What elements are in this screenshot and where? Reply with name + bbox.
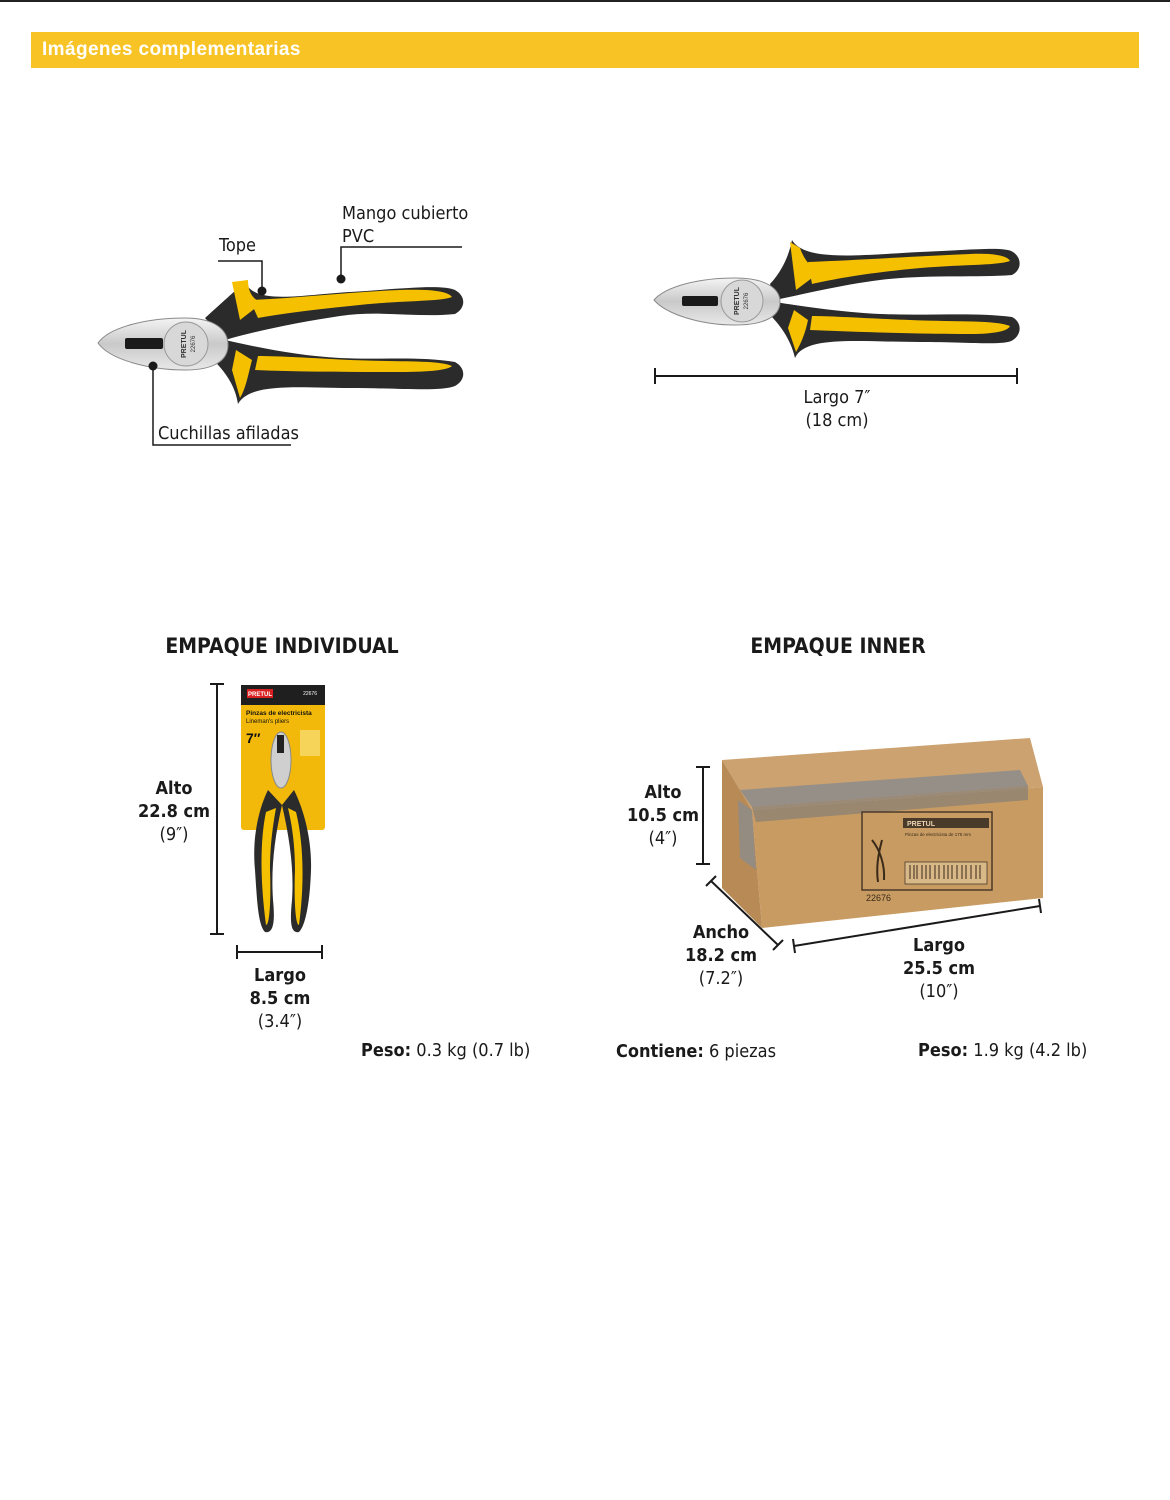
card-product-en: Lineman's pliers <box>246 719 290 725</box>
individual-peso-value: 0.3 kg (0.7 lb) <box>416 1040 531 1061</box>
card-brand: PRETUL <box>248 692 272 698</box>
box-code: 22676 <box>866 893 892 903</box>
inner-contiene-value: 6 piezas <box>708 1041 777 1062</box>
inner-ancho-imperial: (7.2″) <box>698 968 744 989</box>
individual-largo-value: 8.5 cm <box>249 988 311 1009</box>
inner-alto-value: 10.5 cm <box>626 805 700 826</box>
inner-alto-label <box>627 781 699 850</box>
inner-ancho-value: 18.2 cm <box>684 945 758 966</box>
box-brand: PRETUL <box>907 821 935 828</box>
box-description: Pinzas de electricista de 175 mm <box>905 832 972 837</box>
length-metric: (18 cm) <box>805 410 869 431</box>
inner-contiene <box>616 1041 776 1062</box>
inner-contiene-label: Contiene: <box>616 1041 704 1062</box>
inner-peso-value: 1.9 kg (4.2 lb) <box>973 1040 1088 1061</box>
individual-alto-imperial: (9″) <box>159 824 189 845</box>
inner-ancho-label <box>685 921 757 990</box>
individual-largo-title: Largo <box>254 965 306 986</box>
inner-largo-imperial: (10″) <box>919 981 959 1002</box>
inner-ancho-title: Ancho <box>692 922 750 943</box>
card-code: 22676 <box>303 691 317 697</box>
inner-largo-title: Largo <box>913 935 965 956</box>
callout-mango-line1: Mango cubierto <box>342 203 469 224</box>
card-product-es: Pinzas de electricista <box>246 710 312 717</box>
inner-peso <box>918 1040 1087 1061</box>
callout-tope: Tope <box>219 235 256 256</box>
individual-pack-title: EMPAQUE INDIVIDUAL <box>165 634 399 658</box>
inner-alto-title: Alto <box>644 782 682 803</box>
individual-largo-imperial: (3.4″) <box>257 1011 303 1032</box>
card-size: 7″ <box>246 730 261 746</box>
individual-alto-value: 22.8 cm <box>137 801 211 822</box>
length-value: Largo 7″ <box>803 387 871 408</box>
inner-largo-label <box>903 934 975 1003</box>
pliers-code-mark: 22676 <box>191 335 197 353</box>
callout-mango-line2: PVC <box>342 226 375 247</box>
individual-alto-title: Alto <box>155 778 193 799</box>
section-title: Imágenes complementarias <box>42 39 301 60</box>
callout-cuchillas: Cuchillas afiladas <box>158 423 299 444</box>
inner-peso-label: Peso: <box>918 1040 969 1061</box>
pliers2-brand-mark: PRETUL <box>734 287 741 315</box>
pliers-brand-mark: PRETUL <box>181 330 188 358</box>
inner-pack-title: EMPAQUE INNER <box>750 634 926 658</box>
pliers2-code-mark: 22676 <box>744 292 750 310</box>
individual-peso-label: Peso: <box>361 1040 412 1061</box>
inner-alto-imperial: (4″) <box>648 828 678 849</box>
inner-largo-value: 25.5 cm <box>902 958 976 979</box>
